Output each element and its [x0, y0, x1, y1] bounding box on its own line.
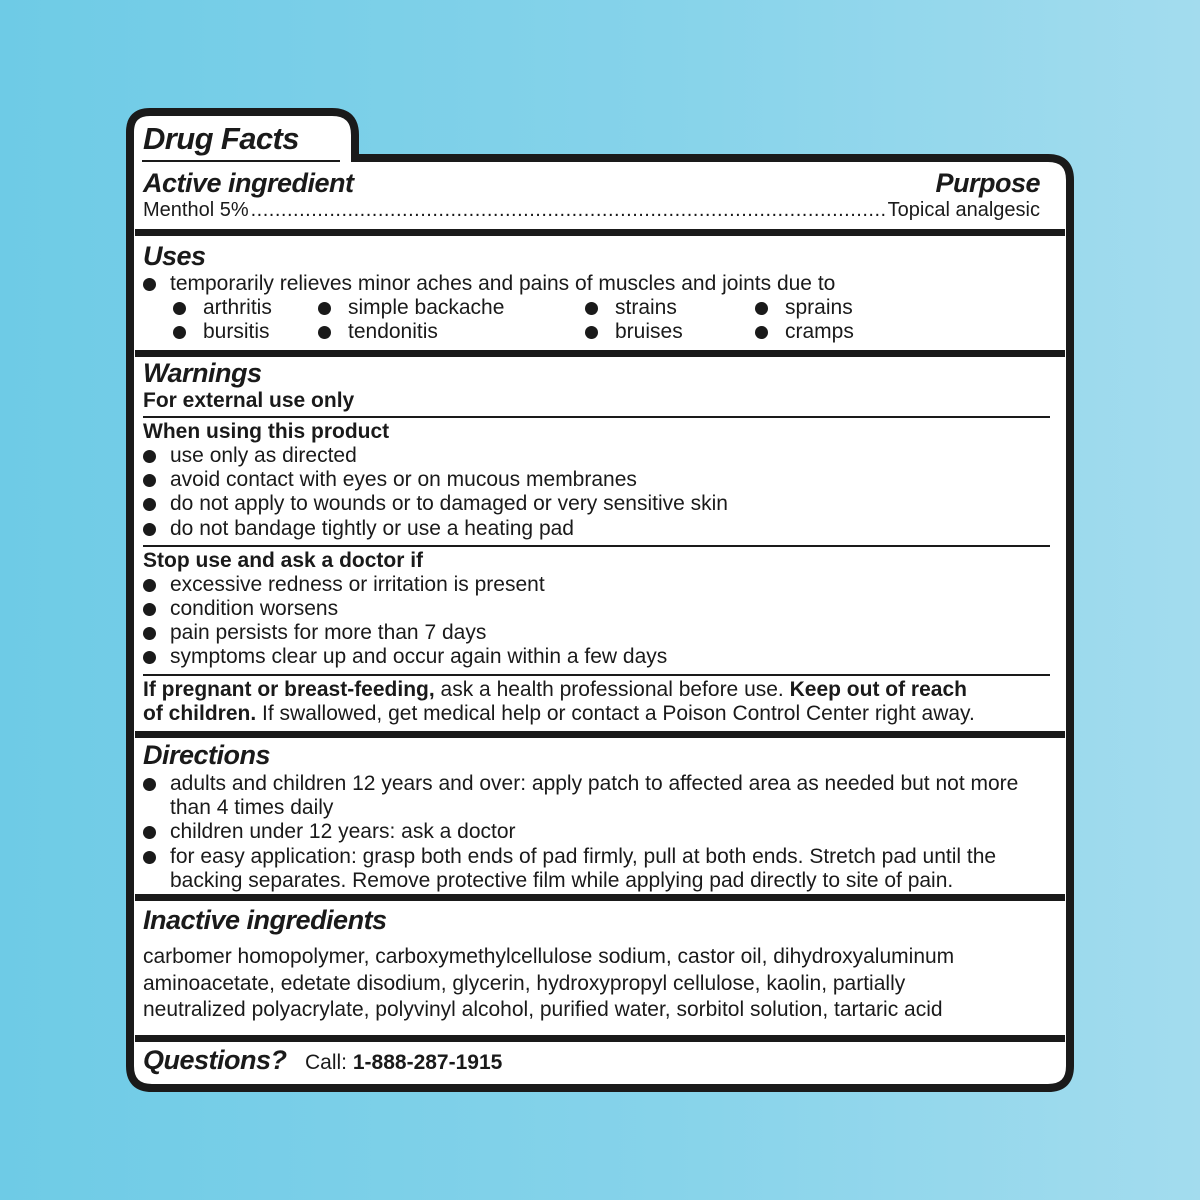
bullet-icon: [318, 326, 331, 339]
bullet-icon: [173, 302, 186, 315]
use-condition: strains: [585, 296, 677, 320]
direction-item: for easy application: grasp both ends of pad firmly, pull at both ends. Stretch pad until the backing separates. Remove protective film while applying pad directly to site of pain.: [143, 845, 1050, 894]
bullet-icon: [143, 498, 156, 511]
inactive-ingredients-list: carbomer homopolymer, carboxymethylcellulose sodium, castor oil, dihydroxyaluminum aminoacetate, edetate disodium, glycerin, hydroxypropyl cellulose, kaolin, partially neutralized polyacrylate, polyvinyl alcohol, purified water, sorbitol solution, tartaric acid: [143, 945, 955, 1021]
use-condition: bursitis: [173, 320, 270, 344]
inactive-ingredients-heading: Inactive ingredients: [143, 905, 387, 935]
stop-use-item: pain persists for more than 7 days: [143, 621, 486, 645]
bullet-icon: [143, 603, 156, 616]
stop-use-item: symptoms clear up and occur again within a few days: [143, 645, 667, 669]
dot-leader: [251, 198, 886, 222]
phone-number[interactable]: 1-888-287-1915: [352, 1051, 503, 1074]
bullet-icon: [755, 326, 768, 339]
bullet-icon: [173, 326, 186, 339]
uses-heading: Uses: [143, 241, 206, 271]
bullet-icon: [143, 523, 156, 536]
stop-use-heading: Stop use and ask a doctor if: [143, 549, 424, 572]
bullet-icon: [143, 579, 156, 592]
bullet-icon: [585, 302, 598, 315]
section-divider: [135, 229, 1065, 236]
stop-use-item: excessive redness or irritation is present: [143, 573, 545, 597]
warnings-heading: Warnings: [143, 358, 262, 388]
bullet-icon: [143, 778, 156, 791]
rule: [143, 545, 1050, 547]
bullet-icon: [143, 278, 156, 291]
direction-item: adults and children 12 years and over: apply patch to affected area as needed but not more than 4 times daily: [143, 772, 1050, 821]
direction-item: children under 12 years: ask a doctor: [143, 820, 516, 844]
when-using-heading: When using this product: [143, 420, 390, 443]
purpose-heading: Purpose: [935, 168, 1040, 198]
keep-out-of-reach: Keep out of reach: [789, 678, 967, 701]
section-divider: [135, 731, 1065, 738]
title-underline: [142, 160, 340, 162]
when-using-item: do not bandage tightly or use a heating pad: [143, 517, 574, 541]
directions-heading: Directions: [143, 740, 271, 770]
active-ingredient-heading: Active ingredient: [143, 168, 354, 198]
when-using-item: use only as directed: [143, 444, 357, 468]
bullet-icon: [143, 851, 156, 864]
rule: [143, 674, 1050, 676]
bullet-icon: [143, 474, 156, 487]
when-using-item: do not apply to wounds or to damaged or very sensitive skin: [143, 492, 728, 516]
swallow-warning: of children. If swallowed, get medical help or contact a Poison Control Center right away.: [143, 702, 975, 725]
section-divider: [135, 894, 1065, 901]
questions-contact: Call: 1-888-287-1915: [305, 1051, 503, 1074]
bullet-icon: [755, 302, 768, 315]
drug-facts-label: [126, 108, 1074, 1093]
active-ingredient-value: Menthol 5%: [143, 199, 249, 221]
stop-use-item: condition worsens: [143, 597, 338, 621]
external-use-note: For external use only: [143, 389, 355, 412]
section-divider: [135, 350, 1065, 357]
when-using-item: avoid contact with eyes or on mucous membranes: [143, 468, 637, 492]
bullet-icon: [143, 826, 156, 839]
bullet-icon: [318, 302, 331, 315]
use-condition: sprains: [755, 296, 853, 320]
active-ingredient-row: [143, 198, 1040, 222]
section-divider: [135, 1035, 1065, 1042]
pregnancy-warning: If pregnant or breast-feeding, ask a health professional before use. Keep out of reach: [143, 678, 967, 701]
bullet-icon: [585, 326, 598, 339]
use-condition: cramps: [755, 320, 854, 344]
bullet-icon: [143, 651, 156, 664]
use-condition: tendonitis: [318, 320, 438, 344]
bullet-icon: [143, 450, 156, 463]
purpose-value: Topical analgesic: [887, 199, 1040, 221]
drug-facts-title: Drug Facts: [143, 121, 299, 156]
bullet-icon: [143, 627, 156, 640]
use-condition: simple backache: [318, 296, 504, 320]
questions-heading: Questions?: [143, 1045, 287, 1075]
uses-intro: temporarily relieves minor aches and pains of muscles and joints due to: [143, 272, 835, 296]
use-condition: arthritis: [173, 296, 272, 320]
rule: [143, 416, 1050, 418]
use-condition: bruises: [585, 320, 683, 344]
